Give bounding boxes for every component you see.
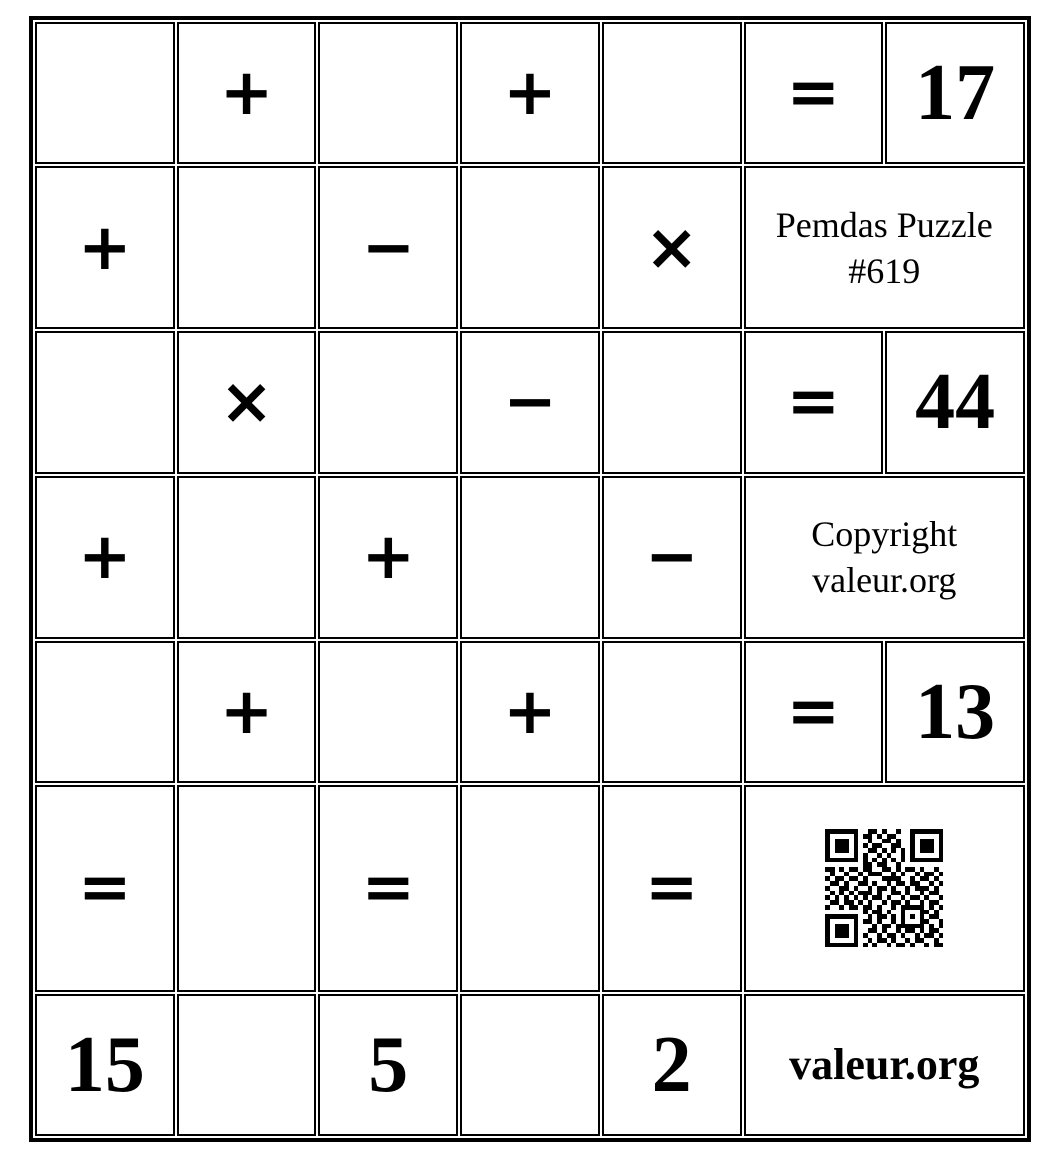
grid-row (35, 994, 1025, 1136)
site-name-cell (744, 994, 1025, 1136)
blocked-cell (460, 476, 600, 639)
blocked-cell (177, 476, 317, 639)
answer-cell-r5c1[interactable] (35, 641, 175, 783)
grid-row (35, 641, 1025, 783)
equals-cell: = (744, 22, 884, 164)
operator-plus-cell: + (460, 641, 600, 783)
row-result-cell: 17 (885, 22, 1025, 164)
label-line: #619 (848, 250, 921, 291)
grid-row (35, 22, 1025, 164)
puzzle-title-cell (744, 166, 1025, 329)
equals-cell: = (744, 641, 884, 783)
operator-minus-cell: − (318, 166, 458, 329)
column-result-cell: 15 (35, 994, 175, 1136)
answer-cell-r3c5[interactable] (602, 331, 742, 473)
row-result-cell: 44 (885, 331, 1025, 473)
label-line: Copyright (811, 514, 958, 555)
answer-cell-r3c1[interactable] (35, 331, 175, 473)
operator-plus-cell: + (460, 22, 600, 164)
copyright-cell (744, 476, 1025, 639)
operator-minus-cell: − (460, 331, 600, 473)
answer-cell-r5c3[interactable] (318, 641, 458, 783)
grid-row (35, 785, 1025, 992)
equals-cell: = (744, 331, 884, 473)
grid-row (35, 331, 1025, 473)
operator-times-cell: × (602, 166, 742, 329)
puzzle-grid (29, 16, 1031, 1142)
blocked-cell (177, 785, 317, 992)
qr-code-cell (744, 785, 1025, 992)
row-result-cell: 13 (885, 641, 1025, 783)
answer-cell-r3c3[interactable] (318, 331, 458, 473)
equals-cell: = (35, 785, 175, 992)
answer-cell-r1c5[interactable] (602, 22, 742, 164)
column-result-cell: 2 (602, 994, 742, 1136)
operator-plus-cell: + (177, 22, 317, 164)
equals-cell: = (602, 785, 742, 992)
operator-times-cell: × (177, 331, 317, 473)
column-result-cell: 5 (318, 994, 458, 1136)
blocked-cell (460, 785, 600, 992)
grid-body (35, 22, 1025, 1136)
answer-cell-r5c5[interactable] (602, 641, 742, 783)
operator-plus-cell: + (177, 641, 317, 783)
grid-row (35, 166, 1025, 329)
operator-plus-cell: + (318, 476, 458, 639)
answer-cell-r1c1[interactable] (35, 22, 175, 164)
label-line: valeur.org (789, 1039, 980, 1089)
grid-row (35, 476, 1025, 639)
blocked-cell (177, 994, 317, 1136)
blocked-cell (460, 166, 600, 329)
answer-cell-r1c3[interactable] (318, 22, 458, 164)
operator-plus-cell: + (35, 476, 175, 639)
operator-plus-cell: + (35, 166, 175, 329)
label-line: valeur.org (812, 560, 957, 601)
equals-cell: = (318, 785, 458, 992)
puzzle-container (29, 16, 1031, 1142)
label-line: Pemdas Puzzle (775, 204, 993, 245)
operator-minus-cell: − (602, 476, 742, 639)
qr-code (825, 829, 943, 947)
blocked-cell (177, 166, 317, 329)
blocked-cell (460, 994, 600, 1136)
